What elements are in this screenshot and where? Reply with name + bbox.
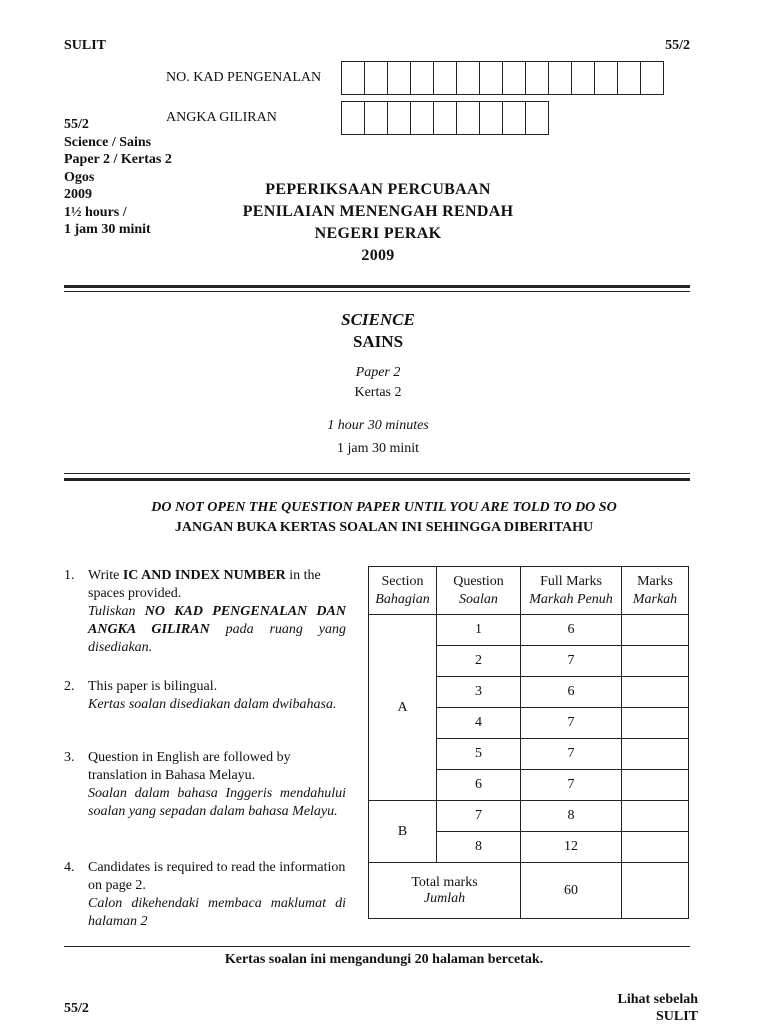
digit-box[interactable] [456,61,480,95]
instruction-en-bold: IC AND INDEX NUMBER [122,568,286,583]
digit-box[interactable] [433,61,457,95]
notice-en: DO NOT OPEN THE QUESTION PAPER UNTIL YOU ARE TOLD TO DO SO [151,500,617,515]
marks-cell[interactable] [622,739,689,770]
marks-cell[interactable] [622,646,689,677]
total-full-marks-cell: 60 [521,863,622,919]
full-marks-cell: 6 [521,677,622,708]
meta-month: Ogos [64,169,95,185]
marks-cell[interactable] [622,832,689,863]
marks-cell[interactable] [622,708,689,739]
meta-code: 55/2 [64,117,89,132]
instruction-ms-text: Tuliskan [88,604,145,619]
instruction-number: 4. [64,860,75,875]
paper-ms: Kertas 2 [354,385,402,400]
marks-cell[interactable] [622,770,689,801]
footer-paper-code: 55/2 [64,1001,89,1016]
section-cell: A [369,615,437,801]
header-en: Question [453,573,504,589]
footer-turn-over [617,991,698,1025]
instruction-ms-bold: NO KAD PENGENALAN DAN ANGKA GILIRAN [88,604,346,637]
meta-paper: Paper 2 / Kertas 2 [64,152,172,167]
instruction-ms-text: pada ruang yang disediakan. [88,622,346,655]
notice-ms: JANGAN BUKA KERTAS SOALAN INI SEHINGGA DIBERITAHU [174,520,594,535]
instruction-en-text: in the spaces provided. [88,568,321,601]
footer-sulit: SULIT [655,1009,698,1024]
full-marks-cell: 6 [521,615,622,646]
header-sulit: SULIT [64,38,107,53]
exam-title-line-3: NEGERI PERAK [314,225,442,242]
header-ms: Soalan [459,591,498,607]
divider [64,285,690,288]
question-cell: 7 [437,801,521,832]
digit-box[interactable] [617,61,641,95]
turn-over-text: Lihat sebelah [617,992,698,1007]
divider [64,478,690,481]
header-section [369,567,437,615]
digit-box[interactable] [525,61,549,95]
instruction-ms: Calon dikehendaki membaca maklumat di halaman 2 [88,896,346,929]
divider [64,473,690,474]
total-label-ms: Jumlah [423,890,466,906]
marks-cell[interactable] [622,615,689,646]
instruction-en [88,567,346,603]
instruction-number: 1. [64,568,75,583]
question-cell: 5 [437,739,521,770]
exam-title-line-1: PEPERIKSAAN PERCUBAAN [265,181,491,198]
table-header-row [369,567,689,615]
header-question [437,567,521,615]
subject-en: SCIENCE [341,310,415,329]
full-marks-cell: 7 [521,739,622,770]
ic-number-boxes[interactable] [342,61,664,95]
full-marks-cell: 7 [521,646,622,677]
paper-meta [64,116,172,239]
header-full-marks [521,567,622,615]
marks-cell[interactable] [622,801,689,832]
header-en: Full Marks [540,573,602,589]
meta-year: 2009 [64,187,92,202]
digit-box[interactable] [341,101,365,135]
full-marks-cell: 7 [521,770,622,801]
digit-box[interactable] [571,61,595,95]
question-cell: 1 [437,615,521,646]
table-row [369,801,689,832]
instruction-1 [64,567,346,657]
divider [64,946,690,947]
meta-duration-ms: 1 jam 30 minit [64,222,151,237]
meta-duration-en: 1½ hours / [64,204,127,220]
full-marks-cell: 7 [521,708,622,739]
divider [64,291,690,292]
total-label-en: Total marks [411,874,478,890]
table-row [369,615,689,646]
header-en: Section [381,573,424,589]
digit-box[interactable] [594,61,618,95]
digit-box[interactable] [433,101,457,135]
instruction-number: 3. [64,750,75,765]
instruction-ms: Soalan dalam bahasa Inggeris mendahului soalan yang sepadan dalam bahasa Melayu. [88,786,346,819]
header-marks [622,567,689,615]
question-cell: 6 [437,770,521,801]
instruction-ms [88,603,346,657]
question-cell: 4 [437,708,521,739]
digit-box[interactable] [410,101,434,135]
question-cell: 3 [437,677,521,708]
digit-box[interactable] [387,61,411,95]
digit-box[interactable] [502,61,526,95]
digit-box[interactable] [387,101,411,135]
instruction-4 [64,859,346,931]
exam-title-year: 2009 [361,247,395,264]
marks-table [368,566,689,919]
instruction-3 [64,749,346,821]
header-paper-code: 55/2 [665,38,690,53]
header-ms: Markah Penuh [529,591,613,607]
duration-en: 1 hour 30 minutes [327,418,429,433]
marks-cell[interactable] [622,677,689,708]
total-marks-cell[interactable] [622,863,689,919]
meta-subject: Science / Sains [64,134,152,150]
total-row [369,863,689,919]
header-ms: Bahagian [375,591,430,607]
index-number-label: ANGKA GILIRAN [166,110,277,125]
digit-box[interactable] [640,61,664,95]
instruction-en: This paper is bilingual. [88,679,218,694]
instruction-ms: Kertas soalan disediakan dalam dwibahasa. [88,697,337,712]
exam-title [200,179,556,267]
exam-title-line-2: PENILAIAN MENENGAH RENDAH [242,203,514,220]
index-number-boxes[interactable] [342,101,549,135]
section-cell: B [369,801,437,863]
page-count-note: Kertas soalan ini mengandungi 20 halaman bercetak. [224,952,544,967]
total-label-cell [369,863,521,919]
duration-ms: 1 jam 30 minit [336,441,420,456]
ic-number-label: NO. KAD PENGENALAN [166,70,322,85]
paper-en: Paper 2 [355,365,401,380]
instruction-2 [64,678,346,714]
digit-box[interactable] [548,61,572,95]
digit-box[interactable] [479,101,503,135]
digit-box[interactable] [364,101,388,135]
instruction-en-text: Write [88,568,123,583]
digit-box[interactable] [410,61,434,95]
digit-box[interactable] [525,101,549,135]
full-marks-cell: 8 [521,801,622,832]
subject-ms: SAINS [352,332,404,351]
digit-box[interactable] [364,61,388,95]
full-marks-cell: 12 [521,832,622,863]
instruction-en: Candidates is required to read the information on page 2. [88,860,346,893]
question-cell: 2 [437,646,521,677]
instruction-number: 2. [64,679,75,694]
digit-box[interactable] [456,101,480,135]
digit-box[interactable] [502,101,526,135]
digit-box[interactable] [341,61,365,95]
header-ms: Markah [632,591,678,607]
header-en: Marks [637,573,673,589]
digit-box[interactable] [479,61,503,95]
instruction-en: Question in English are followed by translation in Bahasa Melayu. [88,750,291,783]
question-cell: 8 [437,832,521,863]
